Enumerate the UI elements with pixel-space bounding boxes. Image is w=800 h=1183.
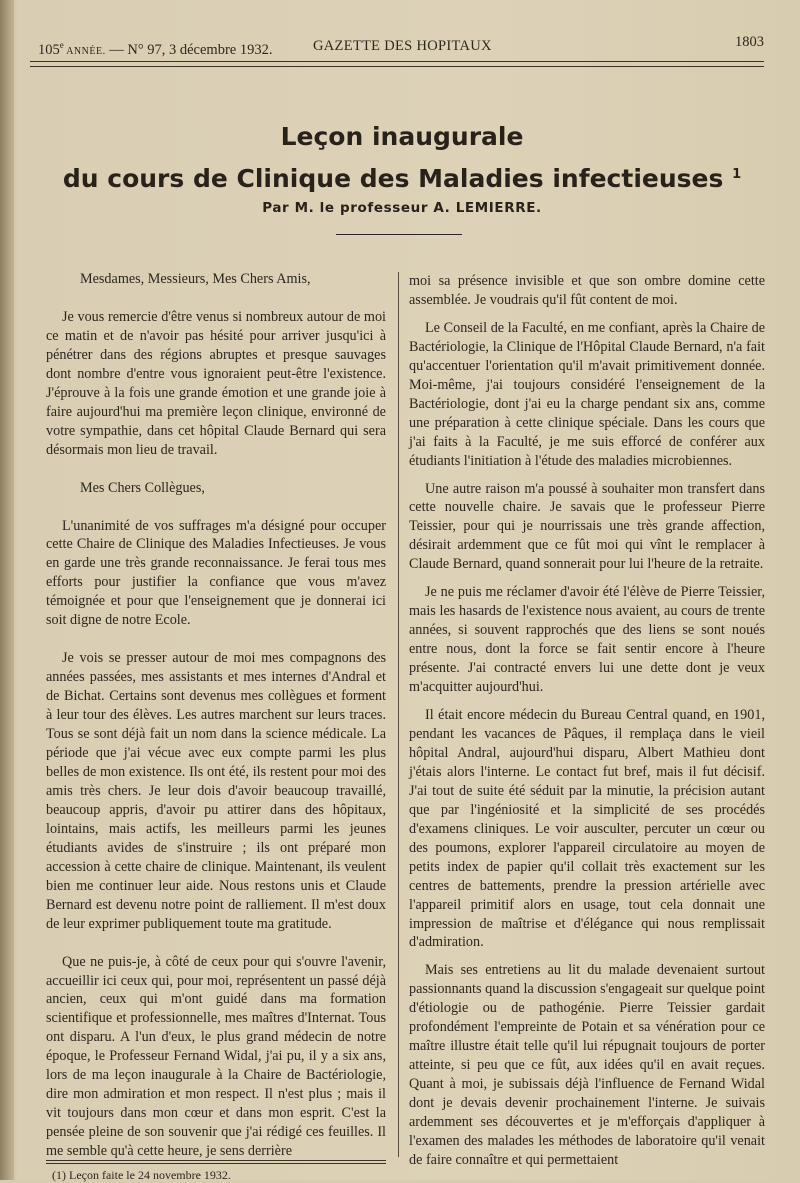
- paragraph: Le Conseil de la Faculté, en me confiant, après la Chaire de Bactériologie, la Clinique de l'Hôpital Claude Bernard, n'a fait qu'accentuer l'orientation qu'il m'avait primitivement donnée. Moi-même, j'ai toujours considéré l'enseignement de la Bactériologie, dont j'ai eu la charge pendant six ans, comme une préparation à cette clinique spéciale. Dans les cours que j'ai faits à la Faculté, je me suis efforcé de conférer aux étudiants l'initiation à l'étude des maladies microbiennes.: [409, 319, 765, 469]
- article-title: [40, 118, 764, 198]
- title-line-1: Leçon inaugurale: [280, 122, 524, 151]
- paragraph: Mais ses entretiens au lit du malade devenaient surtout passionnants quand la discussion s'engageait sur quelque point d'étiologie ou de pathogénie. Pierre Teissier gardait profondément l'empreinte de Potain et sa vénération pour ce maître illustre était telle qu'il lui répugnait toujours de porter atteinte, si peu que ce fût, aux idées qu'il en avait reçues. Quant à moi, je subissais déjà l'influence de Fernand Widal dont je devais devenir prochainement l'interne. Je suivais ardemment ses découvertes et je m'efforçais d'appliquer à l'examen des malades les méthodes de laboratoire qu'il venait de faire connaître et qui permettaient: [409, 962, 765, 1168]
- article-author: Par M. le professeur A. LEMIERRE.: [262, 200, 542, 216]
- paragraph-spacer: [46, 460, 386, 479]
- paragraph: Que ne puis-je, à côté de ceux pour qui s'ouvre l'avenir, accueillir ici ceux qui, pour moi, représentent un passé déjà ancien, ceux qui m'ont guidé dans ma formation scientifique et professionnelle, mes maîtres d'Internat. Tous ont disparu. A l'un d'eux, le plus grand médecin de notre époque, le Professeur Fernand Widal, j'ai pu, il y a six ans, lors de ma leçon inaugurale à la Chaire de Bactériologie, dire mon admiration et mon respect. Il n'est plus ; mais il vit toujours dans mon cœur et dans mon esprit. C'est la pensée pleine de son souvenir que j'ai rédigé ces feuilles. Il me semble qu'à cette heure, je sens derrière: [46, 953, 386, 1160]
- paragraph: L'unanimité de vos suffrages m'a désigné pour occuper cette Chaire de Clinique des Maladies Infectieuses. Je vous en garde une très grande reconnaissance. Je ferai tous mes efforts pour justifier la confiance que vous m'avez témoignée et pour que l'enseignement que je donnerai ici soit digne de notre Ecole.: [46, 517, 386, 629]
- paragraph-spacer: [409, 574, 765, 583]
- journal-name: GAZETTE DES HOPITAUX: [313, 38, 492, 54]
- paragraph: Je vois se presser autour de moi mes compagnons des années passées, mes assistants et mes internes d'Andral et de Bichat. Certains sont devenus mes collègues et forment à leur tour des élèves. Les autres marchent sur leurs traces. Tous se sont déjà fait un nom dans la science médicale. La période que j'ai vécue avec eux compte parmi les plus belles de mon existence. Ils ont été, ils restent pour moi des amis très chers. Je leur dois d'avoir beaucoup travaillé, beaucoup appris, d'avoir pu attirer dans des hôpitaux, lointains, mais actifs, les meilleurs parmi les jeunes étudiants avides de s'instruire ; ils ont préparé mon accession à cette chaire de clinique. Maintenant, ils veulent bien me continuer leur aide. Nous restons unis et Claude Bernard est devenu notre point de ralliement. Il m'est doux de leur exprimer publiquement toute ma gratitude.: [46, 650, 386, 932]
- issue-info: 105e ANNÉE. — N° 97, 3 décembre 1932.: [38, 40, 273, 58]
- paragraph: Une autre raison m'a poussé à souhaiter mon transfert dans cette nouvelle chaire. Je savais que le professeur Pierre Teissier, pour qui je nourrissais une très grande affection, désirait ardemment que ce fût moi qui vînt le remplacer à Claude Bernard, quand sonnerait pour lui l'heure de la retraite.: [409, 480, 765, 573]
- paragraph: Je ne puis me réclamer d'avoir été l'élève de Pierre Teissier, mais les hasards de l'existence nous avaient, au cours de trente années, si souvent rapprochés que des liens se sont noués entre nous, dont la force se fait sentir encore à l'heure présente. J'ai contracté envers lui une dette dont je veux m'acquitter aujourd'hui.: [409, 584, 765, 696]
- paragraph: Il était encore médecin du Bureau Central quand, en 1901, pendant les vacances de Pâques, il remplaça dans le vieil hôpital Andral, aujourd'hui disparu, Albert Mathieu dont j'étais alors l'interne. Le contact fut bref, mais il fut décisif. J'ai tout de suite été séduit par la minutie, la précision autant que par l'ingéniosité et la simplicité de ses procédés d'examens cliniques. Le voir ausculter, percuter un cœur ou des poumons, explorer l'appareil circulatoire au moyen de petits index de papier qu'il collait très exactement sur les centres de battements, prendre la pression artérielle avec l'appareil primitif alors en usage, tout cela donnait une impression de maîtrise et d'élégance qui nous remplissait d'admiration.: [409, 707, 765, 951]
- paragraph-spacer: [409, 697, 765, 706]
- paragraph-spacer: [409, 471, 765, 480]
- right-column: [409, 272, 765, 1170]
- footnote-marker: 1: [732, 167, 742, 182]
- paragraph-spacer: [409, 952, 765, 961]
- paragraph-spacer: [46, 498, 386, 517]
- left-column: [46, 270, 386, 1161]
- page-binding-edge: [0, 0, 14, 1180]
- header-rule-thin: [30, 66, 764, 67]
- footnote-rule: [46, 1160, 386, 1161]
- page-number: 1803: [735, 34, 764, 50]
- paragraph-spacer: [46, 630, 386, 649]
- title-divider: [336, 234, 462, 235]
- title-line-2: du cours de Clinique des Maladies infectieuses $^1$: [62, 164, 742, 193]
- header-rule: [30, 61, 764, 62]
- column-divider: [398, 272, 399, 1157]
- salutation: Mesdames, Messieurs, Mes Chers Amis,: [80, 271, 311, 287]
- footnote: (1) Leçon faite le 24 novembre 1932.: [52, 1168, 231, 1182]
- footnote-rule-thin: [46, 1163, 386, 1164]
- paragraph: Je vous remercie d'être venus si nombreux autour de moi ce matin et de n'avoir pas hésité pour arriver jusqu'ici à pénétrer dans des régions abruptes et presque sauvages dont nombre d'entre vous ignoraient peut-être l'existence. J'éprouve à la fois une grande émotion et une grande joie à faire aujourd'hui ma première leçon clinique, environné de votre sympathie, dans cet hôpital Claude Bernard qui sera désormais mon lieu de travail.: [46, 308, 386, 458]
- paragraph-spacer: [46, 934, 386, 953]
- paragraph-spacer: [46, 289, 386, 308]
- paragraph: moi sa présence invisible et que son ombre domine cette assemblée. Je voudrais qu'il fût content de moi.: [409, 273, 765, 308]
- paragraph-spacer: [409, 310, 765, 319]
- salutation: Mes Chers Collègues,: [80, 479, 205, 496]
- running-header: [38, 36, 764, 58]
